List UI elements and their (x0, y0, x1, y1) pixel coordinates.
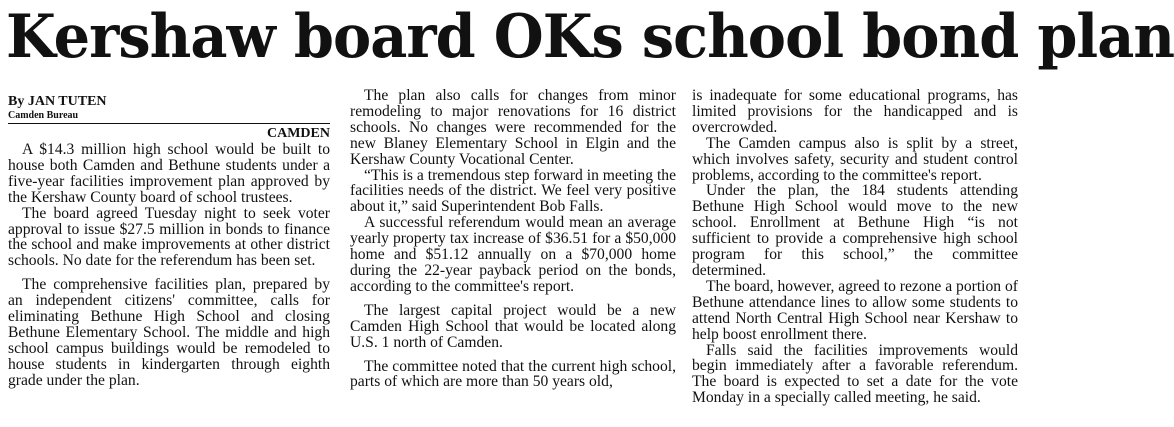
paragraph: Falls said the facilities improvements would begin immediately after a favorable referendum. The board is expected to set a date for the vote Monday in a specially called meeting, he said. (692, 341, 1018, 407)
paragraph: The largest capital project would be a new Camden High School that would be located along U.S. 1 north of Camden. (350, 301, 676, 351)
column-1 (8, 88, 330, 389)
paragraph: A $14.3 million high school would be built to house both Camden and Bethune students under a five-year facilities improvement plan approved by the Kershaw County board of school trustees. (8, 141, 330, 206)
paragraph: is inadequate for some educational programs, has limited provisions for the handicapped and is overcrowded. (692, 87, 1018, 136)
paragraph: The committee noted that the current high school, parts of which are more than 50 years old, (350, 357, 676, 391)
column-3 (692, 88, 1018, 406)
headline: Kershaw board OKs school bond plan (6, 2, 1174, 72)
paragraph: “This is a tremendous step forward in meeting the facilities needs of the district. We feel very positive about it,” said Superintendent Bob Falls. (350, 166, 676, 216)
paragraph: The board, however, agreed to rezone a portion of Bethune attendance lines to allow some students to attend North Central High School near Kershaw to help boost enrollment there. (692, 277, 1018, 343)
paragraph: A successful referendum would mean an average yearly property tax increase of $36.51 for a $50,000 home and $51.12 annually on a $70,000 home during the 22-year payback period on the bonds, according to the committee's report. (350, 214, 676, 295)
paragraph: The plan also calls for changes from minor remodeling to major renovations for 16 district schools. No changes were recommended for the new Blaney Elementary School in Elgin and the Kershaw County Vocational Center. (350, 87, 676, 168)
byline: By JAN TUTEN (8, 94, 107, 109)
byline-rule (8, 123, 330, 124)
column-2 (350, 88, 676, 390)
bureau: Camden Bureau (8, 110, 79, 121)
paragraph: Under the plan, the 184 students attending Bethune High School would move to the new school. Enrollment at Bethune High “is not sufficient to provide a comprehensive high school program for this school,” the committee determined. (692, 182, 1018, 279)
paragraph: The comprehensive facilities plan, prepared by an independent citizens' committee, calls for eliminating Bethune High School and closing Bethune Elementary School. The middle and high school campus buildings would be remodeled to house students in kindergarten through eighth grade under the plan. (8, 276, 330, 389)
paragraph: The board agreed Tuesday night to seek voter approval to issue $27.5 million in bonds to finance the school and make improvements at other district schools. No date for the referendum has been set. (8, 204, 330, 270)
dateline: CAMDEN (267, 126, 330, 141)
paragraph: The Camden campus also is split by a street, which involves safety, security and student control problems, according to the committee's report. (692, 134, 1018, 184)
